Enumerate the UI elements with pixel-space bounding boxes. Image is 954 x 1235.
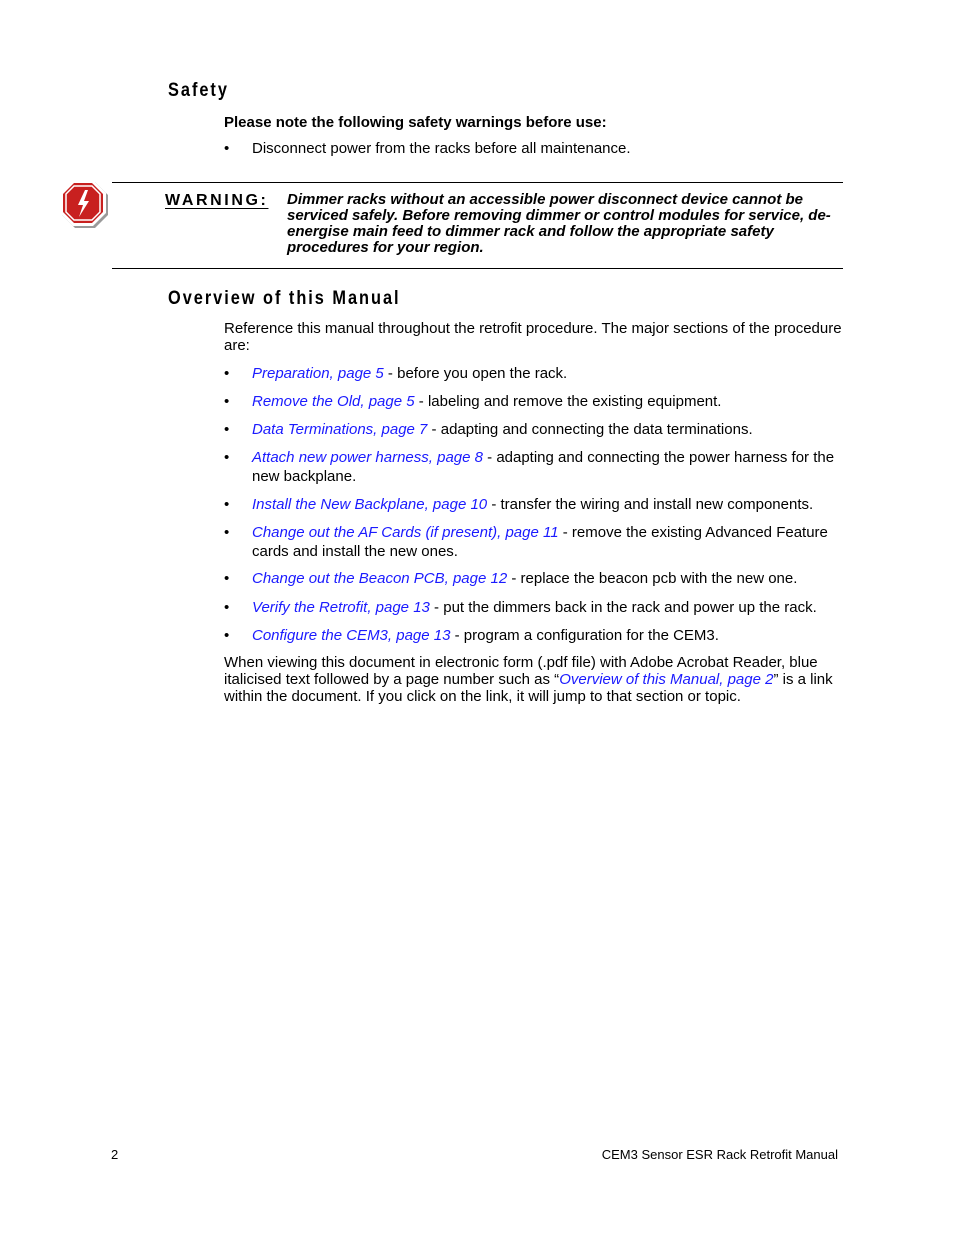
item-description: - labeling and remove the existing equipment.: [414, 393, 722, 410]
warning-stop-sign-icon: [58, 178, 108, 228]
safety-bullet-text: Disconnect power from the racks before all maintenance.: [252, 140, 631, 157]
note-text-before: When viewing this document in electronic form (.pdf file) with Adobe Acrobat Reader, blue italicised text followed by a page number such as “: [224, 654, 818, 688]
page-number: 2: [111, 1147, 119, 1162]
link-attach-power-harness[interactable]: Attach new power harness, page 8: [252, 449, 483, 466]
list-item: [224, 420, 844, 439]
list-item: [224, 495, 844, 514]
item-description: - put the dimmers back in the rack and power up the rack.: [429, 599, 817, 616]
list-item: [224, 569, 844, 588]
link-change-af-cards[interactable]: Change out the AF Cards (if present), page 11: [252, 524, 559, 541]
link-usage-note: [224, 654, 844, 705]
list-item: [224, 392, 844, 411]
overview-heading: Overview of this Manual: [168, 288, 401, 309]
warning-top-rule: [112, 182, 843, 183]
bullet-dot: •: [224, 570, 230, 587]
bullet-dot: •: [224, 496, 230, 513]
warning-text: Dimmer racks without an accessible power disconnect device cannot be serviced safely. Before removing dimmer or control modules for service, de-energise main feed to dimmer rack and follow the appropriate safety procedures for your region.: [287, 191, 831, 256]
warning-bottom-rule: [112, 268, 843, 269]
link-change-beacon-pcb[interactable]: Change out the Beacon PCB, page 12: [252, 570, 508, 587]
link-install-backplane[interactable]: Install the New Backplane, page 10: [252, 496, 488, 513]
bullet-dot: •: [224, 524, 230, 541]
item-description: - replace the beacon pcb with the new one.: [507, 570, 798, 587]
document-title: CEM3 Sensor ESR Rack Retrofit Manual: [601, 1147, 838, 1162]
bullet-dot: •: [224, 421, 230, 438]
warning-label: WARNING:: [165, 192, 269, 209]
bullet-dot: •: [224, 627, 230, 644]
bullet-dot: •: [224, 393, 230, 410]
list-item: [224, 598, 844, 617]
list-item: [224, 523, 844, 561]
item-description: - program a configuration for the CEM3.: [450, 627, 719, 644]
item-description: - transfer the wiring and install new components.: [487, 496, 814, 513]
safety-intro: Please note the following safety warnings before use:: [224, 114, 607, 131]
link-data-terminations[interactable]: Data Terminations, page 7: [252, 421, 428, 438]
link-preparation[interactable]: Preparation, page 5: [252, 365, 384, 382]
safety-heading: Safety: [168, 80, 229, 101]
link-remove-the-old[interactable]: Remove the Old, page 5: [252, 393, 415, 410]
link-verify-retrofit[interactable]: Verify the Retrofit, page 13: [252, 599, 430, 616]
link-overview-manual[interactable]: Overview of this Manual, page 2: [559, 671, 774, 688]
link-configure-cem3[interactable]: Configure the CEM3, page 13: [252, 627, 451, 644]
list-item: [224, 626, 844, 645]
bullet-dot: •: [224, 365, 230, 382]
bullet-dot: •: [224, 449, 230, 466]
bullet-dot: •: [224, 140, 230, 157]
overview-intro: Reference this manual throughout the retrofit procedure. The major sections of the procedure are:: [224, 320, 842, 354]
item-description: - adapting and connecting the power harness for the new backplane.: [252, 449, 835, 485]
item-description: - remove the existing Advanced Feature cards and install the new ones.: [252, 524, 828, 560]
list-item: [224, 448, 844, 486]
item-description: - before you open the rack.: [383, 365, 568, 382]
note-text-after: ” is a link within the document. If you click on the link, it will jump to that section or topic.: [224, 671, 833, 705]
item-description: - adapting and connecting the data terminations.: [427, 421, 753, 438]
list-item: [224, 364, 844, 383]
bullet-dot: •: [224, 599, 230, 616]
list-item: [224, 139, 844, 158]
